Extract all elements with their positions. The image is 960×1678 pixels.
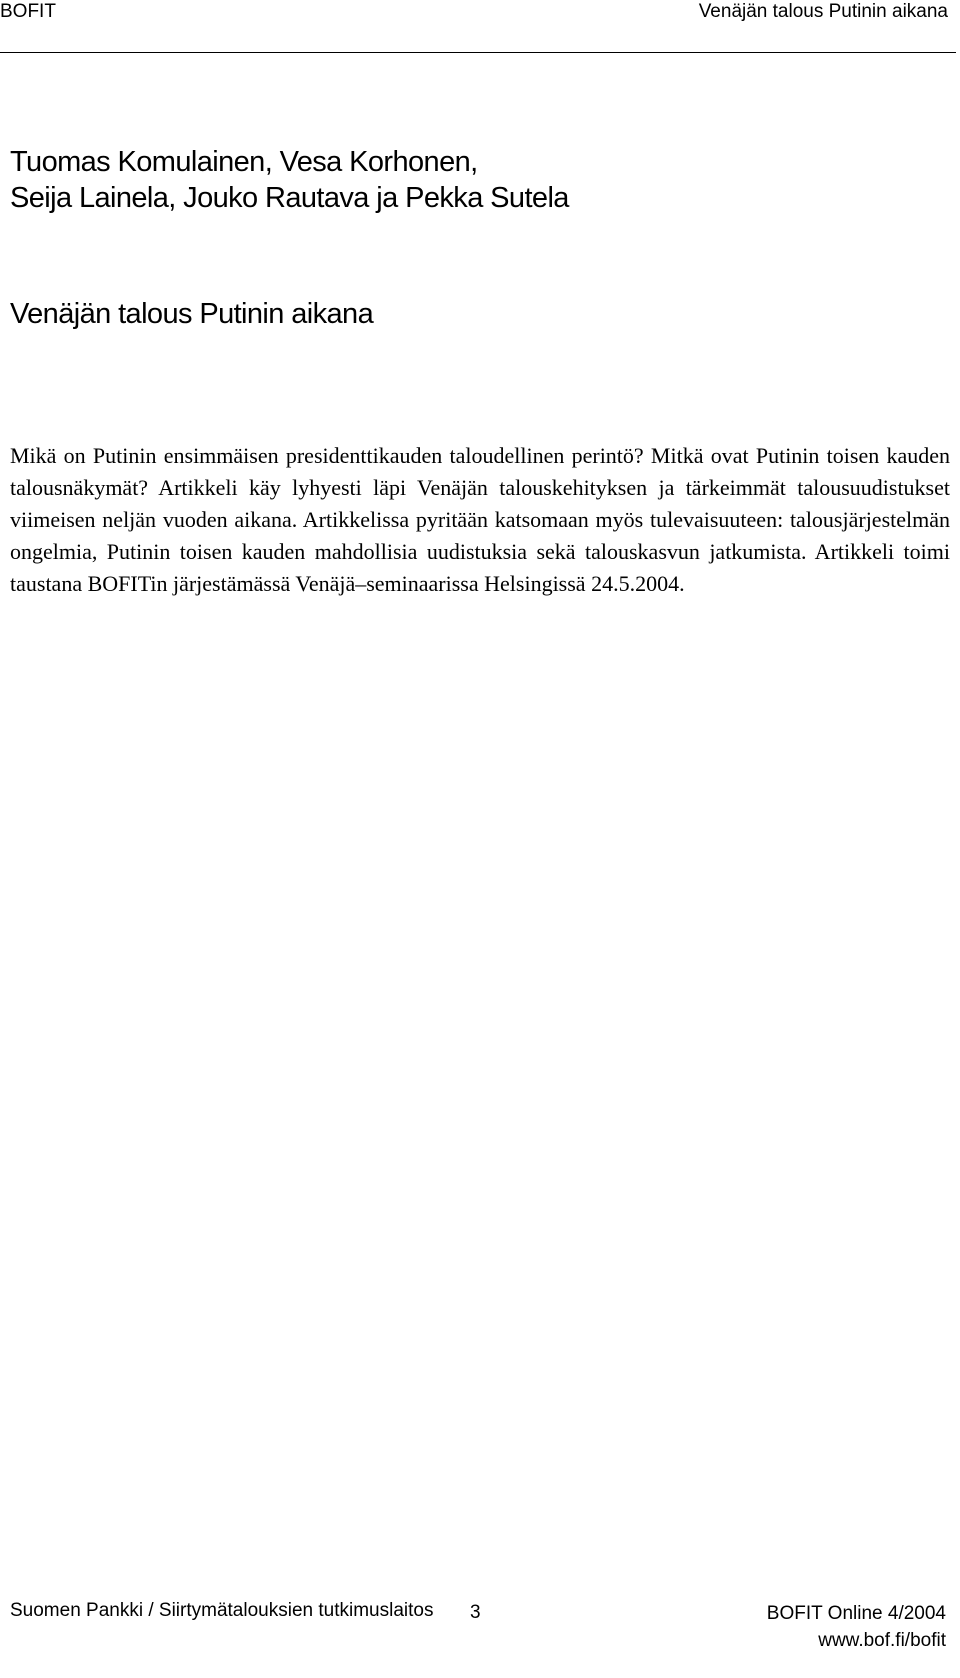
document-title: Venäjän talous Putinin aikana <box>10 298 374 330</box>
page-footer <box>0 1600 960 1678</box>
author-line: Tuomas Komulainen, Vesa Korhonen, <box>10 146 478 178</box>
header-running-title: Venäjän talous Putinin aikana <box>698 1 948 22</box>
abstract-paragraph: Mikä on Putinin ensimmäisen presidenttikauden taloudellinen perintö? Mitkä ovat Putinin toisen kauden talousnäkymät? Artikkeli käy lyhyesti läpi Venäjän talouskehityksen ja tärkeimmät talousuudistukset viimeisen neljän vuoden aikana. Artikkelissa pyritään katsomaan myös tulevaisuuteen: talousjärjestelmän ongelmia, Putinin toisen kauden mahdollisia uudistuksia sekä talouskasvun jatkumista. Artikkeli toimi taustana BOFITin järjestämässä Venäjä–seminaarissa Helsingissä 24.5.2004. <box>10 443 950 596</box>
author-list <box>10 144 569 216</box>
footer-url: www.bof.fi/bofit <box>818 1630 946 1651</box>
header-publisher: BOFIT <box>0 1 56 22</box>
footer-institution: Suomen Pankki / Siirtymätalouksien tutkimuslaitos <box>10 1600 434 1621</box>
footer-publication <box>767 1600 946 1654</box>
footer-series: BOFIT Online 4/2004 <box>766 1603 946 1624</box>
page-number: 3 <box>470 1602 481 1623</box>
author-line: Seija Lainela, Jouko Rautava ja Pekka Sutela <box>10 182 569 214</box>
page-header <box>0 0 956 53</box>
